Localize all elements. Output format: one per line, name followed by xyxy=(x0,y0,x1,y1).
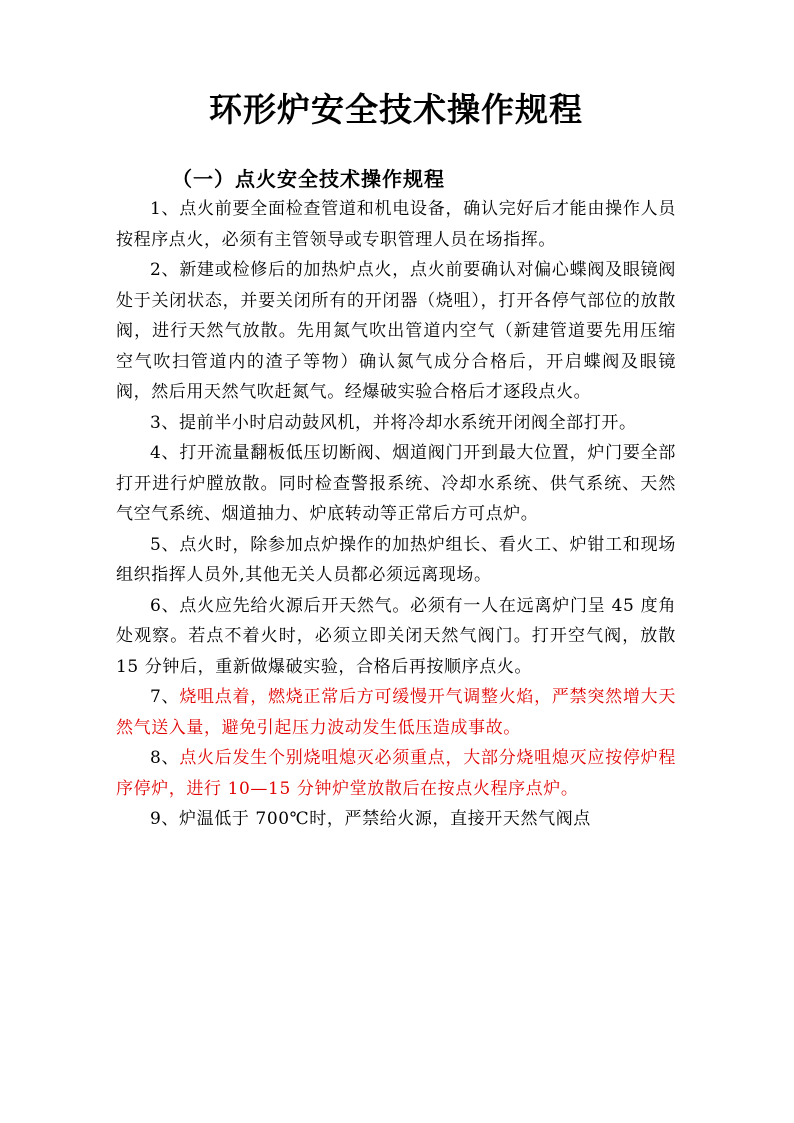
paragraph-text-highlighted: 点火后发生个别烧咀熄灭必须重点，大部分烧咀熄灭应按停炉程序停炉，进行 10—15 分钟炉堂放散后在按点火程序点炉。 xyxy=(116,748,676,799)
paragraph-number: 4、 xyxy=(150,443,180,463)
paragraph-number: 8、 xyxy=(150,748,180,768)
paragraph-text: 炉温低于 700℃时，严禁给火源，直接开天然气阀点 xyxy=(179,809,591,829)
paragraph-text: 点火应先给火源后开天然气。必须有一人在远离炉门呈 45 度角处观察。若点不着火时，必须立即关闭天然气阀门。打开空气阀，放散 15 分钟后，重新做爆破实验，合格后再按顺序点火。 xyxy=(116,595,676,677)
paragraph-number: 9、 xyxy=(150,809,180,829)
paragraph-text-highlighted: 烧咀点着，燃烧正常后方可缓慢开气调整火焰，严禁突然增大天然气送入量，避免引起压力波动发生低压造成事故。 xyxy=(116,687,676,738)
paragraph-text: 点火时，除参加点炉操作的加热炉组长、看火工、炉钳工和现场组织指挥人员外,其他无关人员都必须远离现场。 xyxy=(116,534,676,585)
paragraph-number: 5、 xyxy=(150,534,180,555)
paragraph-text: 打开流量翻板低压切断阀、烟道阀门开到最大位置，炉门要全部打开进行炉膛放散。同时检查警报系统、冷却水系统、供气系统、天然气空气系统、烟道抽力、炉底转动等正常后方可点炉。 xyxy=(116,443,676,524)
paragraph-5 xyxy=(116,530,676,591)
document-page xyxy=(116,80,676,835)
paragraph-2 xyxy=(116,255,676,408)
document-title: 环形炉安全技术操作规程 xyxy=(209,90,583,129)
paragraph-number: 3、 xyxy=(150,412,180,433)
paragraph-6 xyxy=(116,591,676,683)
section-heading: （一）点火安全技术操作规程 xyxy=(172,167,445,191)
paragraph-9 xyxy=(116,804,676,835)
paragraph-number: 1、 xyxy=(150,199,180,219)
paragraph-8-warning xyxy=(116,743,676,804)
paragraph-7-warning xyxy=(116,682,676,743)
paragraph-number: 7、 xyxy=(150,687,180,707)
paragraph-4 xyxy=(116,438,676,530)
paragraph-number: 6、 xyxy=(150,595,180,616)
paragraph-3 xyxy=(116,408,676,439)
paragraph-text: 点火前要全面检查管道和机电设备，确认完好后才能由操作人员按程序点火，必须有主管领导或专职管理人员在场指挥。 xyxy=(116,199,676,250)
paragraph-1 xyxy=(116,194,676,255)
paragraph-number: 2、 xyxy=(150,260,180,280)
paragraph-text: 提前半小时启动鼓风机，并将冷却水系统开闭阀全部打开。 xyxy=(179,412,637,433)
paragraph-text: 新建或检修后的加热炉点火，点火前要确认对偏心蝶阀及眼镜阀处于关闭状态，并要关闭所有的开闭器（烧咀），打开各停气部位的放散阀，进行天然气放散。先用氮气吹出管道内空气（新建管道要先用压缩空气吹扫管道内的渣子等物）确认氮气成分合格后，开启蝶阀及眼镜阀，然后用天然气吹赶氮气。经爆破实验合格后才逐段点火。 xyxy=(116,260,676,402)
